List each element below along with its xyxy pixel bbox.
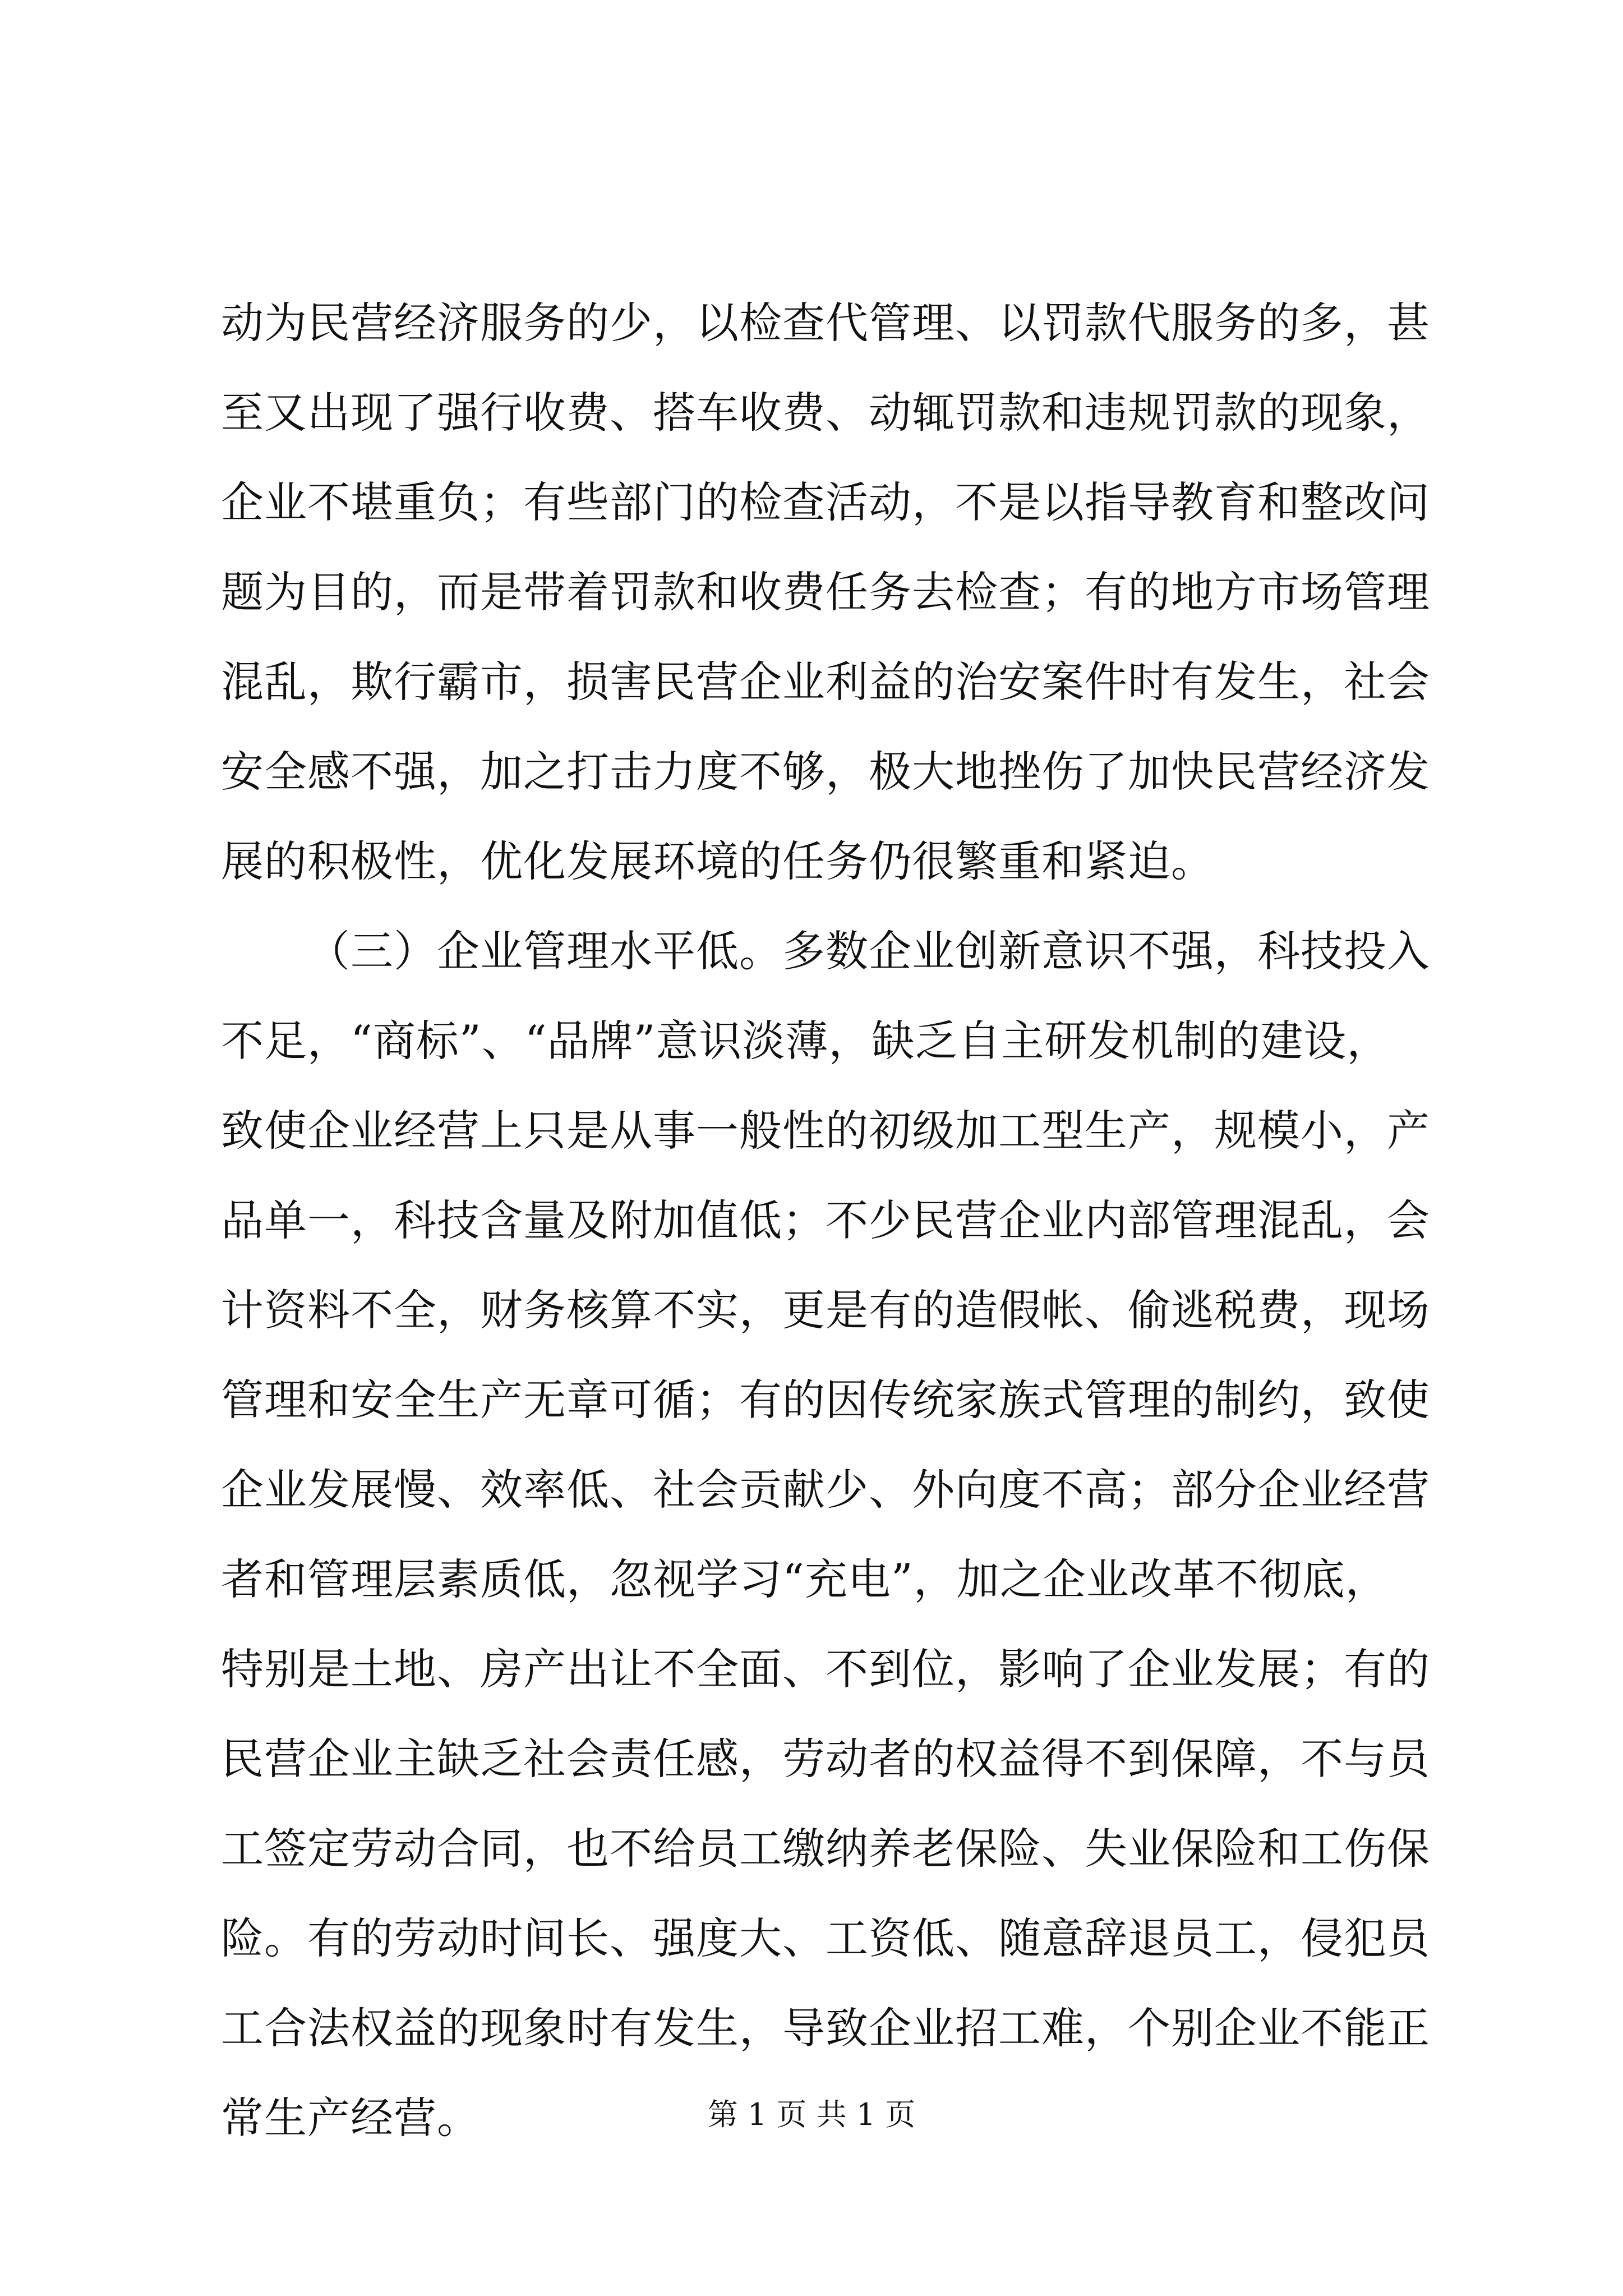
paragraph-line: 者和管理层素质低，忽视学习“充电”，加之企业改革不彻底， [221,1554,1389,1604]
paragraph-line: 计资料不全，财务核算不实，更是有的造假帐、偷逃税费，现场 [221,1285,1430,1335]
paragraph-line: 常生产经营。 [221,2093,480,2143]
paragraph-line: 题为目的，而是带着罚款和收费任务去检查；有的地方市场管理 [221,567,1430,617]
paragraph-line: 混乱，欺行霸市，损害民营企业利益的治安案件时有发生，社会 [221,657,1430,707]
section-heading-line: （三）企业管理水平低。多数企业创新意识不强，科技投入 [307,926,1430,976]
paragraph-line: 至又出现了强行收费、搭车收费、动辄罚款和违规罚款的现象， [221,388,1430,438]
page-number-footer: 第 1 页 共 1 页 [707,2097,916,2132]
paragraph-line: 安全感不强，加之打击力度不够，极大地挫伤了加快民营经济发 [221,747,1430,797]
paragraph-line: 工签定劳动合同，也不给员工缴纳养老保险、失业保险和工伤保 [221,1824,1430,1874]
paragraph-line: 展的积极性，优化发展环境的任务仍很繁重和紧迫。 [221,836,1214,886]
paragraph-line: 特别是土地、房产出让不全面、不到位，影响了企业发展；有的 [221,1644,1430,1694]
paragraph-line: 险。有的劳动时间长、强度大、工资低、随意辞退员工，侵犯员 [221,1913,1430,1963]
paragraph-line: 不足，“商标”、“品牌”意识淡薄，缺乏自主研发机制的建设， [221,1016,1390,1066]
paragraph-line: 品单一，科技含量及附加值低；不少民营企业内部管理混乱，会 [221,1195,1430,1245]
paragraph-line: 民营企业主缺乏社会责任感，劳动者的权益得不到保障，不与员 [221,1734,1430,1784]
paragraph-line: 管理和安全生产无章可循；有的因传统家族式管理的制约，致使 [221,1375,1430,1425]
paragraph-line: 工合法权益的现象时有发生，导致企业招工难，个别企业不能正 [221,2003,1430,2053]
paragraph-line: 企业发展慢、效率低、社会贡献少、外向度不高；部分企业经营 [221,1465,1430,1515]
paragraph-line: 企业不堪重负；有些部门的检查活动，不是以指导教育和整改问 [221,477,1430,527]
paragraph-line: 动为民营经济服务的少，以检查代管理、以罚款代服务的多，甚 [221,298,1430,348]
paragraph-line: 致使企业经营上只是从事一般性的初级加工型生产，规模小，产 [221,1106,1430,1156]
